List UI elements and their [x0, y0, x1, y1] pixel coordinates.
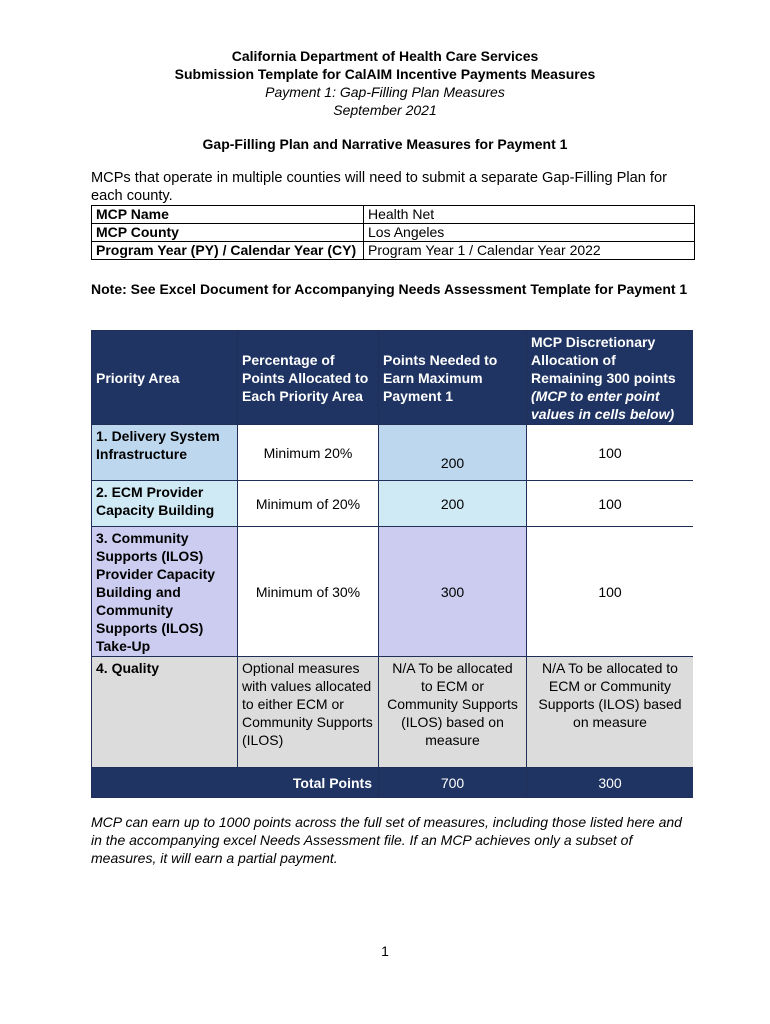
- info-row-year: [92, 242, 695, 260]
- info-row-name: [92, 206, 695, 224]
- row-3-area: 3. Community Supports (ILOS) Provider Capacity Building and Community Supports (ILOS) Take-Up: [92, 527, 238, 657]
- header-discretionary-text: MCP Discretionary Allocation of Remaining 300 points: [531, 333, 676, 386]
- header-points-needed: Points Needed to Earn Maximum Payment 1: [379, 331, 527, 425]
- row-3-percentage: Minimum of 30%: [238, 527, 379, 657]
- row-2-percentage: Minimum of 20%: [238, 481, 379, 527]
- row-4-discretionary: N/A To be allocated to ECM or Community Supports (ILOS) based on measure: [527, 657, 693, 768]
- header-percentage: Percentage of Points Allocated to Each Priority Area: [238, 331, 379, 425]
- intro-paragraph: MCPs that operate in multiple counties will need to submit a separate Gap-Filling Plan for each county.: [91, 170, 667, 204]
- row-2-discretionary[interactable]: 100: [527, 481, 693, 527]
- row-2-area: 2. ECM Provider Capacity Building: [92, 481, 238, 527]
- header-line-2: Submission Template for CalAIM Incentive Payments Measures: [174, 66, 596, 82]
- header-line-1: California Department of Health Care Services: [231, 48, 539, 64]
- header-priority-area: Priority Area: [92, 331, 238, 425]
- total-discretionary: 300: [527, 768, 693, 797]
- row-3-discretionary[interactable]: 100: [527, 527, 693, 657]
- total-points: 700: [379, 768, 527, 797]
- document-header: [0, 47, 770, 119]
- header-discretionary: [527, 331, 693, 425]
- row-4-area: 4. Quality: [92, 657, 238, 768]
- note-text: Note: See Excel Document for Accompanying Needs Assessment Template for Payment 1: [91, 281, 688, 297]
- row-2-points: 200: [379, 481, 527, 527]
- info-row-county: [92, 224, 695, 242]
- row-1-percentage: Minimum 20%: [238, 425, 379, 481]
- program-year-value[interactable]: Program Year 1 / Calendar Year 2022: [364, 242, 695, 260]
- page-number: 1: [381, 943, 389, 959]
- mcp-info-table: [91, 205, 695, 260]
- mcp-name-label: MCP Name: [92, 206, 364, 224]
- mcp-county-value[interactable]: Los Angeles: [364, 224, 695, 242]
- header-line-4: September 2021: [333, 102, 437, 118]
- row-1-discretionary[interactable]: 100: [527, 425, 693, 481]
- row-1-points: 200: [379, 425, 527, 481]
- program-year-label: Program Year (PY) / Calendar Year (CY): [92, 242, 364, 260]
- footer-paragraph: MCP can earn up to 1000 points across the full set of measures, including those listed here and in the accompanying excel Needs Assessment file. If an MCP achieves only a subset of measures, it will earn a partial payment.: [91, 814, 682, 866]
- header-discretionary-note: (MCP to enter point values in cells below): [531, 387, 675, 422]
- row-3-points: 300: [379, 527, 527, 657]
- mcp-name-value[interactable]: Health Net: [364, 206, 695, 224]
- row-1-area: 1. Delivery System Infrastructure: [92, 425, 238, 481]
- header-line-3: Payment 1: Gap-Filling Plan Measures: [265, 84, 505, 100]
- total-label: Total Points: [92, 768, 379, 797]
- section-title: Gap-Filling Plan and Narrative Measures for Payment 1: [202, 136, 568, 152]
- mcp-county-label: MCP County: [92, 224, 364, 242]
- points-table: [91, 330, 693, 798]
- row-4-percentage: Optional measures with values allocated to either ECM or Community Supports (ILOS): [238, 657, 379, 768]
- row-4-points: N/A To be allocated to ECM or Community Supports (ILOS) based on measure: [379, 657, 527, 768]
